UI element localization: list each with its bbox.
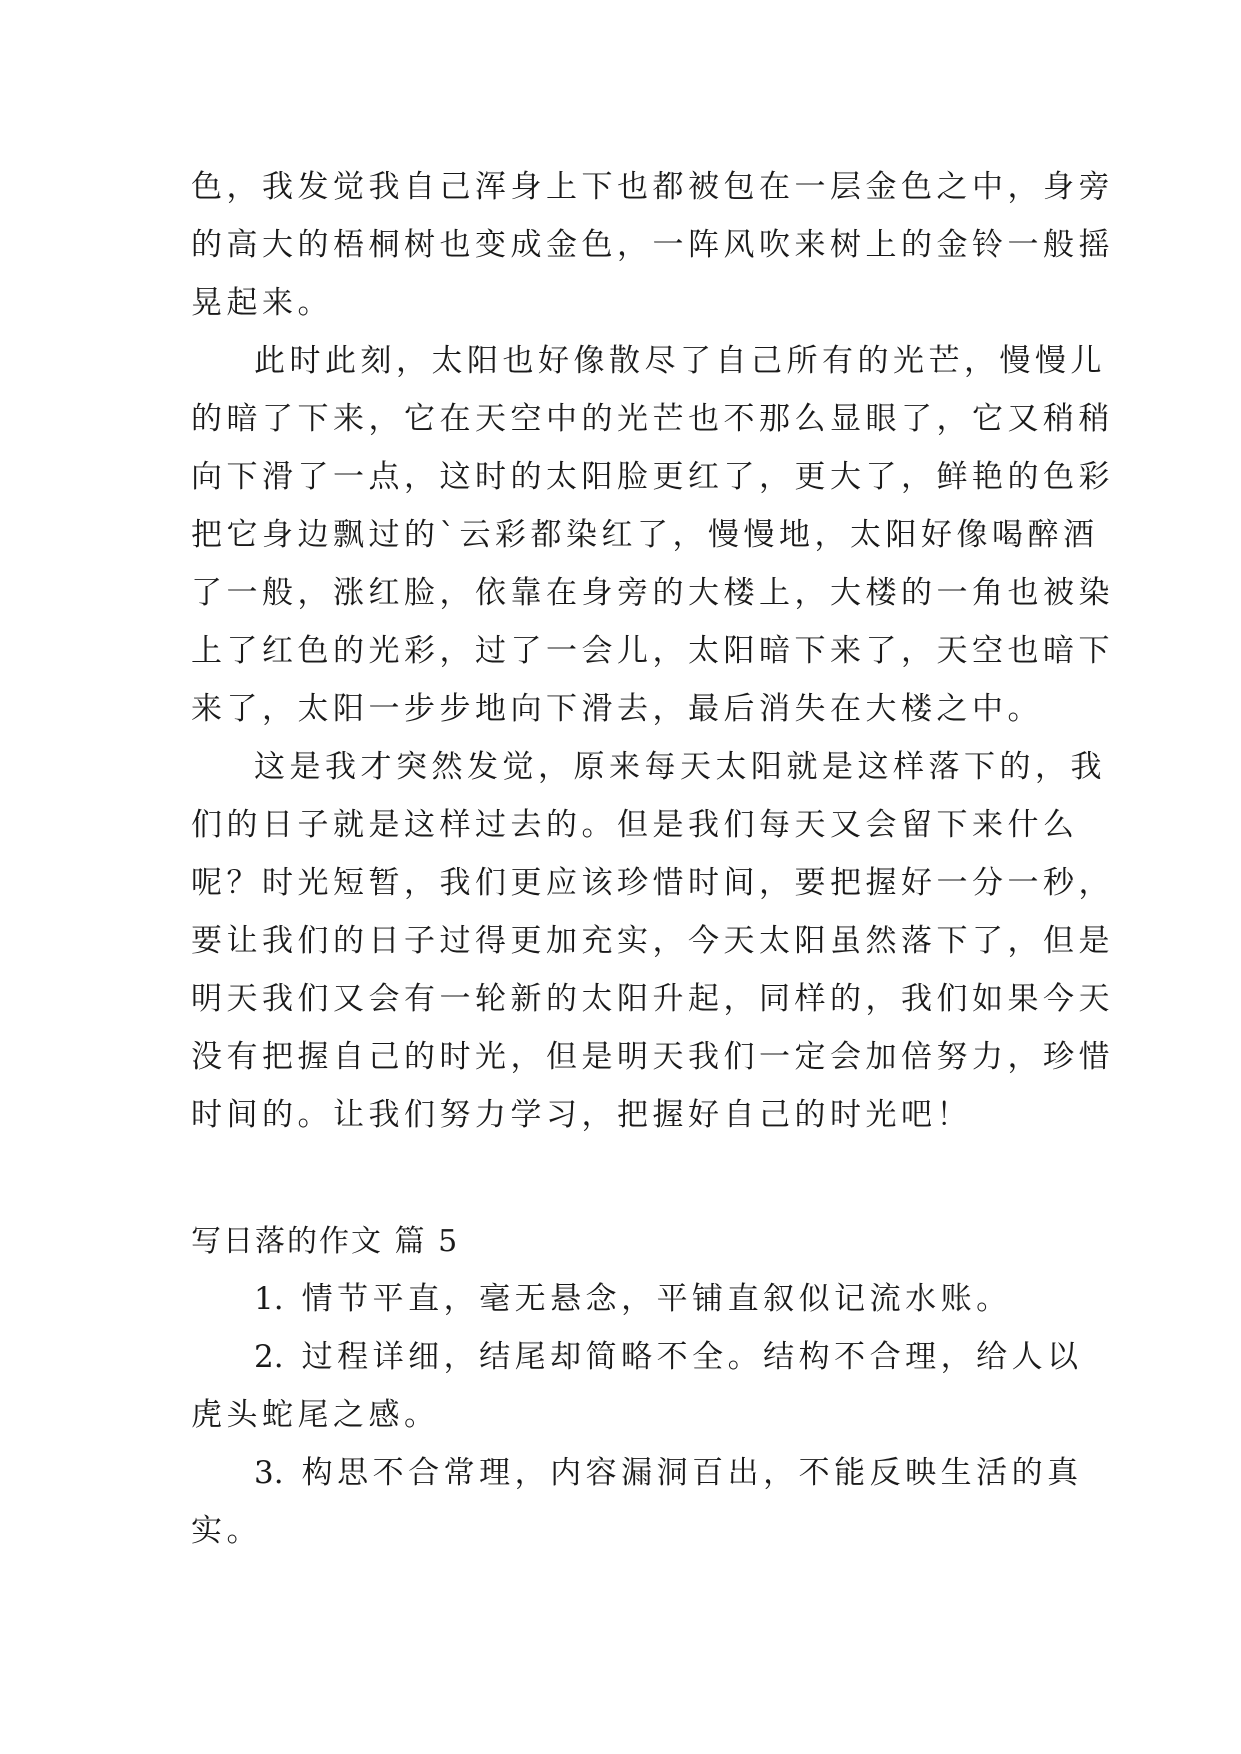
- paragraph-line: 向下滑了一点，这时的太阳脸更红了，更大了，鲜艳的色彩: [191, 459, 1114, 495]
- paragraph-line: 色，我发觉我自己浑身上下也都被包在一层金色之中，身旁: [191, 169, 1114, 205]
- paragraph-line: 晃起来。: [191, 285, 333, 321]
- list-item-number: 3.: [254, 1455, 284, 1491]
- paragraph-3: [191, 738, 1114, 1144]
- list-item: [191, 1444, 1083, 1560]
- section-heading: 写日落的作文 篇 5: [191, 1224, 460, 1259]
- paragraph-line: 来了，太阳一步步地向下滑去，最后消失在大楼之中。: [191, 691, 1043, 727]
- paragraph-1: [191, 158, 1114, 332]
- list-item-text: 情节平直，毫无悬念，平铺直叙似记流水账。: [301, 1281, 1012, 1317]
- paragraph-line: 上了红色的光彩，过了一会儿，太阳暗下来了，天空也暗下: [191, 633, 1114, 669]
- paragraph-line: 了一般，涨红脸，依靠在身旁的大楼上，大楼的一角也被染: [191, 575, 1114, 611]
- document-page: [191, 158, 1114, 1560]
- list-item-number: 2.: [254, 1339, 284, 1375]
- list-item: [191, 1270, 1057, 1328]
- list-item-text: 构思不合常理，内容漏洞百出，不能反映生活的真: [301, 1455, 1083, 1491]
- list-item-text: 虎头蛇尾之感。: [191, 1397, 440, 1433]
- paragraph-line: 要让我们的日子过得更加充实，今天太阳虽然落下了，但是: [191, 923, 1114, 959]
- paragraph-line: 明天我们又会有一轮新的太阳升起，同样的，我们如果今天: [191, 981, 1114, 1017]
- paragraph-line: 呢？时光短暂，我们更应该珍惜时间，要把握好一分一秒，: [191, 865, 1114, 901]
- paragraph-2: [191, 332, 1114, 738]
- paragraph-line: 此时此刻，太阳也好像散尽了自己所有的光芒，慢慢儿: [254, 343, 1106, 379]
- paragraph-line: 把它身边飘过的`云彩都染红了，慢慢地，太阳好像喝醉酒: [191, 517, 1099, 553]
- list-item-text: 实。: [191, 1513, 262, 1549]
- list-item: [191, 1328, 1083, 1444]
- paragraph-line: 时间的。让我们努力学习，把握好自己的时光吧！: [191, 1097, 972, 1133]
- paragraph-line: 们的日子就是这样过去的。但是我们每天又会留下来什么: [191, 807, 1079, 843]
- list-item-text: 过程详细，结尾却简略不全。结构不合理，给人以: [301, 1339, 1083, 1375]
- paragraph-line: 这是我才突然发觉，原来每天太阳就是这样落下的，我: [254, 749, 1106, 785]
- paragraph-line: 的高大的梧桐树也变成金色，一阵风吹来树上的金铃一般摇: [191, 227, 1114, 263]
- paragraph-line: 没有把握自己的时光，但是明天我们一定会加倍努力，珍惜: [191, 1039, 1114, 1075]
- list-item-number: 1.: [254, 1281, 284, 1317]
- paragraph-line: 的暗了下来，它在天空中的光芒也不那么显眼了，它又稍稍: [191, 401, 1114, 437]
